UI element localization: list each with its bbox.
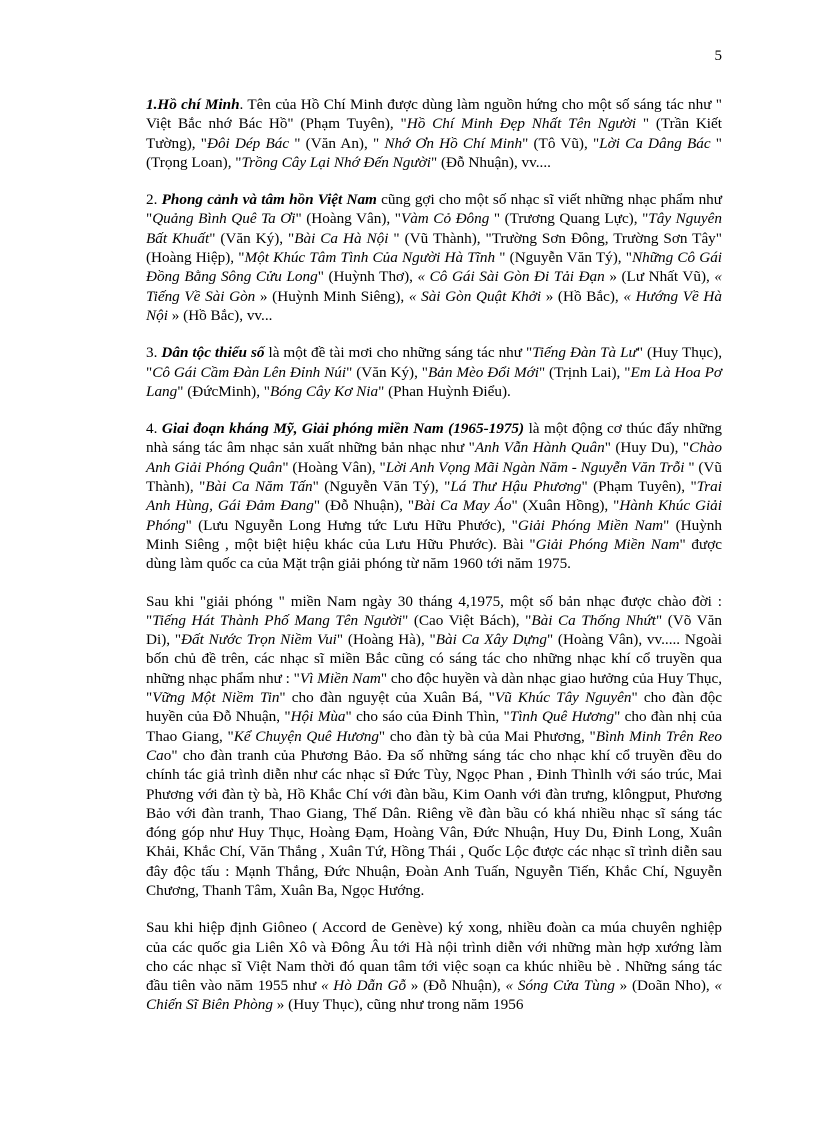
song-title: Vì Miền Nam [299, 669, 381, 687]
text-run: " (Huỳnh Thơ), [317, 268, 418, 286]
song-title: Nhớ Ơn Hồ Chí Minh [384, 134, 523, 152]
song-title: Trồng Cây Lại Nhớ Đến Người [241, 153, 431, 171]
text-run: o" cho đàn tranh của Phương Bảo. Đa số những sáng tác cho nhạc khí cổ truyền đều do chính tác giả trình diễn như các nhạc sĩ Đức Tùy, Ngọc Phan , Đinh Thìnlh với sáo trúc, Mai Phương với đàn tỳ bà, Hồ Khắc Chí với đàn bầu, Kim Oanh với đàn trưng, klôngput, Phương Bảo với đàn tranh, Thao Giang, Thế Dân. Riêng về đàn bầu có khá nhiều nhạc sĩ sáng tác đóng góp như Huy Thục, Hoàng Đạm, Hoàng Vân, Đức Nhuận, Huy Du, Đinh Long, Xuân Khải, Khắc Chí, Văn Thắng , Xuân Tứ, Hồng Thái , Quốc Lộc được các nhạc sĩ trình diễn sau đây độc tấu : Mạnh Thắng, Đức Nhuận, Đoàn Anh Tuấn, Nguyễn Tiến, Khắc Chí, Nguyễn Chương, Thanh Tâm, Xuân Ba, Ngọc Hướng. [146, 746, 722, 899]
text-run: " (Vũ Thành), " [146, 458, 722, 496]
song-title: Lời Anh Vọng Mãi Ngàn Năm - Nguyễn Văn Trỗi [385, 458, 685, 476]
text-run: " (Tô Vũ), " [522, 134, 600, 152]
text-run: " (Văn Ký), " [209, 229, 295, 247]
song-title: Giải Phóng Miền Nam [535, 535, 680, 553]
text-run: " (Trần Kiết Tường), " [146, 115, 722, 152]
song-title: « Chiến Sĩ Biên Phòng [146, 977, 723, 1014]
body-text [146, 95, 722, 1015]
song-title: Đất Nước Trọn Niềm Vui [181, 631, 337, 649]
song-title: Anh Vẫn Hành Quân [474, 439, 605, 457]
text-run: " (Vũ Thành), "Trường Sơn Đông, Trường Sơn Tây" (Hoàng Hiệp), " [146, 229, 722, 267]
song-title: Vững Một Niềm Tin [152, 689, 280, 707]
song-title: Lá Thư Hậu Phương [450, 478, 582, 496]
paragraph [146, 95, 722, 172]
text-run: " (Văn Ký), " [346, 363, 429, 381]
song-title: « Hò Dẫn Gỗ [320, 977, 407, 995]
text-run: " (Đỗ Nhuận), " [313, 497, 415, 515]
paragraph [146, 343, 722, 401]
topic-heading: Phong cảnh và tâm hồn Việt Nam [161, 191, 377, 209]
text-run: " (Trịnh Lai), " [538, 363, 631, 381]
song-title: Vũ Khúc Tây Nguyên [494, 689, 632, 707]
text-run: » (Huỳnh Minh Siêng), [255, 287, 409, 305]
song-title: « Tiếng Về Sài Gòn [146, 268, 723, 305]
text-run: " (Võ Văn Di), " [146, 611, 722, 649]
song-title: Hội Mùa [290, 708, 346, 726]
song-title: « Hướng Về Hà Nội [146, 287, 722, 324]
song-title: Một Khúc Tâm Tình Của Người Hà Tĩnh [244, 249, 496, 267]
paragraph [146, 419, 722, 573]
text-run: 4. [146, 420, 162, 438]
text-run: 3. [146, 344, 162, 362]
song-title: Tiếng Đàn Tà Lư [532, 344, 637, 362]
text-run: Sau khi hiệp định Giôneo ( Accord de Genève) ký xong, nhiều đoàn ca múa chuyên nghiệp của các quốc gia Liên Xô và Đông Âu tới Hà nội trình diễn với những màn hợp xướng làm cho các nhạc sĩ Việt Nam thời đó quan tâm tới việc soạn ca khúc nhiều bè . Những sáng tác đầu tiên vào năm 1955 như [146, 919, 722, 995]
song-title: Quảng Bình Quê Ta Ơi [152, 210, 296, 228]
song-title: Em Là Hoa Pơ Lang [146, 363, 722, 400]
song-title: Bài Ca Xây Dựng [435, 631, 547, 649]
text-run: » (Doãn Nho), [614, 977, 715, 995]
text-run: cũng gợi cho một số nhạc sĩ viết những nhạc phẩm như " [146, 191, 722, 228]
text-run: " (Nguyễn Văn Tý), " [495, 249, 632, 267]
song-title: Hành Khúc Giải Phóng [146, 497, 723, 534]
song-title: Bài Ca Thống Nhứt [531, 611, 656, 629]
song-title: Trai Anh Hùng, Gái Đảm Đang [146, 478, 722, 515]
song-title: Cô Gái Cầm Đàn Lên Đỉnh Núi [152, 363, 347, 381]
text-run: " (Phạm Tuyên), " [581, 478, 697, 496]
song-title: Đôi Dép Bác [206, 134, 290, 152]
text-run: " cho đàn nguyệt của Xuân Bá, " [279, 689, 495, 707]
text-run: " (Đỗ Nhuận), vv.... [430, 153, 551, 171]
song-title: Lời Ca Dâng Bác [599, 134, 711, 152]
text-run: » (Hồ Bắc), [541, 287, 624, 305]
text-run: " (Phan Huỳnh Điểu). [378, 382, 511, 400]
song-title: Tình Quê Hương [509, 708, 615, 726]
text-run: " (Cao Việt Bách), " [402, 611, 532, 629]
song-title: « Sài Gòn Quật Khởi [408, 287, 542, 305]
song-title: Tiếng Hát Thành Phố Mang Tên Người [152, 611, 403, 629]
text-run: " (Văn An), " [289, 134, 385, 152]
text-run: " (Huỳnh Minh Siêng , một biệt hiệu khác của Lưu Hữu Phước). Bài " [146, 516, 722, 553]
song-title: Bóng Cây Kơ Nia [270, 382, 379, 400]
text-run: » (Lư Nhất Vũ), [604, 268, 715, 286]
text-run: 2. [146, 191, 162, 209]
text-run: " (Hoàng Hà), " [336, 631, 436, 649]
text-run: " (ĐứcMinh), " [177, 382, 270, 400]
song-title: Kể Chuyện Quê Hương [233, 727, 379, 745]
text-run: " cho sáo của Đinh Thìn, " [345, 708, 510, 726]
song-title: « Sóng Cửa Tùng [505, 977, 615, 995]
song-title: Vàm Cỏ Đông [400, 210, 490, 228]
text-run: . Tên của Hồ Chí Minh được dùng làm nguồn hứng cho một số sáng tác như " Việt Bắc nhớ Bác Hồ" (Phạm Tuyên), " [146, 96, 723, 133]
song-title: Bài Ca May Áo [414, 497, 512, 515]
paragraph [146, 190, 722, 325]
topic-heading: Dân tộc thiểu số [161, 344, 265, 362]
topic-heading: 1.Hồ chí Minh [146, 96, 240, 113]
song-title: « Cô Gái Sài Gòn Đi Tải Đạn [417, 268, 605, 286]
song-title: Bài Ca Hà Nội [294, 229, 389, 247]
text-run: " (Nguyễn Văn Tý), " [312, 478, 451, 496]
song-title: Những Cô Gái Đồng Bằng Sông Cửu Long [146, 249, 723, 286]
text-run: " (Huy Du), " [604, 439, 690, 457]
song-title: Tây Nguyên Bất Khuất [146, 210, 722, 247]
text-run: " (Lưu Nguyễn Long Hưng tức Lưu Hữu Phước), " [185, 516, 518, 534]
text-run: " (Hoàng Vân), " [282, 458, 386, 476]
text-run: " (Huy Thục), " [146, 344, 723, 381]
song-title: Chào Anh Giải Phóng Quân [146, 439, 722, 476]
text-run: » (Hồ Bắc), vv... [167, 306, 273, 324]
text-run: » (Đỗ Nhuận), [406, 977, 506, 995]
text-run: " cho đàn nhị của Thao Giang, " [146, 708, 723, 745]
text-run: " cho đàn độc huyền của Đỗ Nhuận, " [146, 689, 722, 726]
text-run: Sau khi "giải phóng " miền Nam ngày 30 tháng 4,1975, một số bản nhạc được chào đời : " [146, 592, 722, 629]
song-title: Hồ Chí Minh Đẹp Nhất Tên Người [406, 115, 637, 133]
text-run: là một động cơ thúc đẩy những nhà sáng tác âm nhạc sản xuất những bản nhạc như " [146, 420, 723, 457]
song-title: Giải Phóng Miền Nam [517, 516, 664, 534]
page-number: 5 [714, 48, 722, 64]
song-title: Bản Mèo Đổi Mới [428, 363, 539, 381]
text-run: " (Trọng Loan), " [146, 134, 722, 171]
text-run: " (Trương Quang Lực), " [489, 210, 649, 228]
topic-heading: Giai đoạn kháng Mỹ, Giải phóng miền Nam (1965-1975) [161, 420, 525, 438]
text-run: " cho đàn tỳ bà của Mai Phương, " [378, 727, 596, 745]
song-title: Bình Minh Trên Reo Ca [146, 727, 722, 764]
text-run: " được dùng làm quốc ca của Mặt trận giải phóng từ năm 1960 tới năm 1975. [146, 535, 722, 573]
text-run: " (Hoàng Vân), " [295, 210, 401, 228]
text-run: " (Hoàng Vân), vv..... Ngoài bốn chủ đề trên, các nhạc sĩ miền Bắc cũng có sáng tác cho những nhạc khí cổ truyền qua những nhạc phẩm như : " [146, 631, 722, 687]
paragraph [146, 918, 722, 1014]
paragraph [146, 592, 722, 901]
text-run: là một đề tài mơi cho những sáng tác như " [264, 344, 533, 362]
text-run: » (Huy Thục), cũng như trong năm 1956 [272, 996, 524, 1014]
text-run: " cho độc huyền và dàn nhạc giao hưởng của Huy Thục, " [146, 669, 722, 707]
song-title: Bài Ca Năm Tấn [205, 478, 313, 496]
text-run: " (Xuân Hồng), " [511, 497, 620, 515]
